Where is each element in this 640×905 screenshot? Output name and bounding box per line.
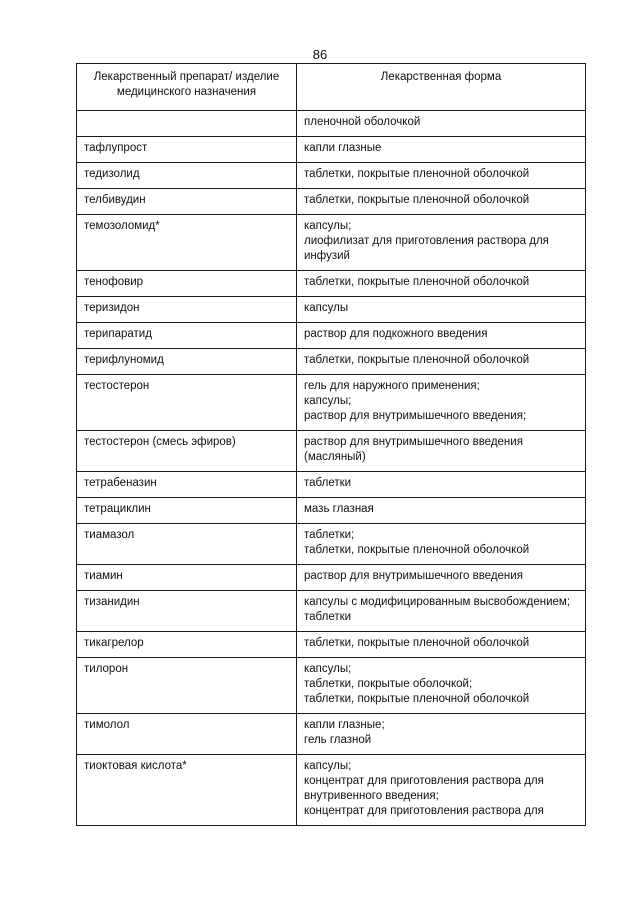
drug-name-cell: тестостерон: [77, 375, 297, 431]
dosage-form-cell: [297, 137, 586, 163]
table-row: [77, 375, 586, 431]
table-row: [77, 163, 586, 189]
dosage-form-cell: [297, 375, 586, 431]
drug-name-cell: тимолол: [77, 714, 297, 755]
drug-name-cell: тетрабеназин: [77, 472, 297, 498]
drug-name-cell: темозоломид*: [77, 215, 297, 271]
table-row: [77, 498, 586, 524]
dosage-form-line: гель глазной: [304, 734, 372, 746]
dosage-form-cell: [297, 565, 586, 591]
drug-name-cell: теризидон: [77, 297, 297, 323]
table-row: [77, 297, 586, 323]
table-row: [77, 431, 586, 472]
dosage-form-cell: [297, 632, 586, 658]
table-row: [77, 215, 586, 271]
drug-name-cell: терифлуномид: [77, 349, 297, 375]
dosage-form-line: таблетки, покрытые пленочной оболочкой: [304, 194, 530, 206]
dosage-form-line: пленочной оболочкой: [304, 116, 421, 128]
drug-name-cell: телбивудин: [77, 189, 297, 215]
dosage-form-line: раствор для внутримышечного введения: [304, 570, 523, 582]
table-row: [77, 271, 586, 297]
table-row: [77, 658, 586, 714]
drug-name-cell: тизанидин: [77, 591, 297, 632]
table-row: [77, 591, 586, 632]
drug-name-cell: тилорон: [77, 658, 297, 714]
header-drug-name: Лекарственный препарат/ изделие медицинского назначения: [77, 64, 297, 111]
drug-name-cell: тафлупрост: [77, 137, 297, 163]
dosage-form-line: таблетки, покрытые пленочной оболочкой: [304, 637, 530, 649]
dosage-form-cell: [297, 755, 586, 826]
table-row: [77, 632, 586, 658]
dosage-form-line: раствор для внутримышечного введения (масляный): [304, 436, 523, 463]
drug-name-cell: тикагрелор: [77, 632, 297, 658]
dosage-form-line: капли глазные: [304, 142, 382, 154]
dosage-form-line: таблетки;: [304, 529, 355, 541]
table-row: [77, 323, 586, 349]
dosage-form-cell: [297, 189, 586, 215]
dosage-form-line: лиофилизат для приготовления раствора для инфузий: [304, 235, 549, 262]
dosage-form-line: раствор для внутримышечного введения;: [304, 410, 527, 422]
table-row: [77, 137, 586, 163]
dosage-form-cell: [297, 271, 586, 297]
dosage-form-line: раствор для подкожного введения: [304, 328, 488, 340]
dosage-form-cell: [297, 524, 586, 565]
dosage-form-line: капли глазные;: [304, 719, 385, 731]
dosage-form-line: таблетки, покрытые пленочной оболочкой: [304, 354, 530, 366]
dosage-form-line: капсулы;: [304, 663, 352, 675]
dosage-form-cell: [297, 714, 586, 755]
dosage-form-line: таблетки: [304, 611, 352, 623]
dosage-form-line: концентрат для приготовления раствора для: [304, 805, 544, 817]
dosage-form-cell: [297, 349, 586, 375]
drug-name-cell: тетрациклин: [77, 498, 297, 524]
drug-name-cell: тиоктовая кислота*: [77, 755, 297, 826]
dosage-form-line: капсулы;: [304, 220, 352, 232]
drug-name-cell: тенофовир: [77, 271, 297, 297]
header-dosage-form: Лекарственная форма: [297, 64, 586, 111]
dosage-form-line: таблетки: [304, 477, 352, 489]
dosage-form-line: капсулы: [304, 302, 349, 314]
dosage-form-cell: [297, 297, 586, 323]
table-row: [77, 565, 586, 591]
table-body: [77, 111, 586, 826]
dosage-form-line: таблетки, покрытые пленочной оболочкой: [304, 276, 530, 288]
dosage-form-cell: [297, 323, 586, 349]
drug-name-cell: тиамазол: [77, 524, 297, 565]
drug-name-cell: терипаратид: [77, 323, 297, 349]
table-row: [77, 524, 586, 565]
drug-name-cell: [77, 111, 297, 137]
table-row: [77, 349, 586, 375]
dosage-form-line: капсулы;: [304, 760, 352, 772]
table-row: [77, 755, 586, 826]
dosage-form-cell: [297, 111, 586, 137]
table-row: [77, 472, 586, 498]
dosage-form-line: концентрат для приготовления раствора для внутривенного введения;: [304, 775, 544, 802]
table-header-row: [77, 64, 586, 111]
drug-name-cell: тедизолид: [77, 163, 297, 189]
dosage-form-cell: [297, 215, 586, 271]
table-row: [77, 714, 586, 755]
dosage-form-line: таблетки, покрытые оболочкой;: [304, 678, 473, 690]
table-row: [77, 189, 586, 215]
dosage-form-line: мазь глазная: [304, 503, 374, 515]
dosage-form-line: таблетки, покрытые пленочной оболочкой: [304, 168, 530, 180]
dosage-form-line: капсулы;: [304, 395, 352, 407]
dosage-form-cell: [297, 591, 586, 632]
dosage-form-line: таблетки, покрытые пленочной оболочкой: [304, 693, 530, 705]
drug-name-cell: тиамин: [77, 565, 297, 591]
dosage-form-line: капсулы с модифицированным высвобождением;: [304, 596, 571, 608]
dosage-form-cell: [297, 498, 586, 524]
drug-name-cell: тестостерон (смесь эфиров): [77, 431, 297, 472]
dosage-form-cell: [297, 163, 586, 189]
dosage-form-line: таблетки, покрытые пленочной оболочкой: [304, 544, 530, 556]
dosage-form-cell: [297, 431, 586, 472]
dosage-form-line: гель для наружного применения;: [304, 380, 480, 392]
dosage-form-cell: [297, 472, 586, 498]
table-row: [77, 111, 586, 137]
dosage-form-cell: [297, 658, 586, 714]
page-number: 86: [312, 47, 328, 62]
drug-table: [76, 63, 586, 826]
